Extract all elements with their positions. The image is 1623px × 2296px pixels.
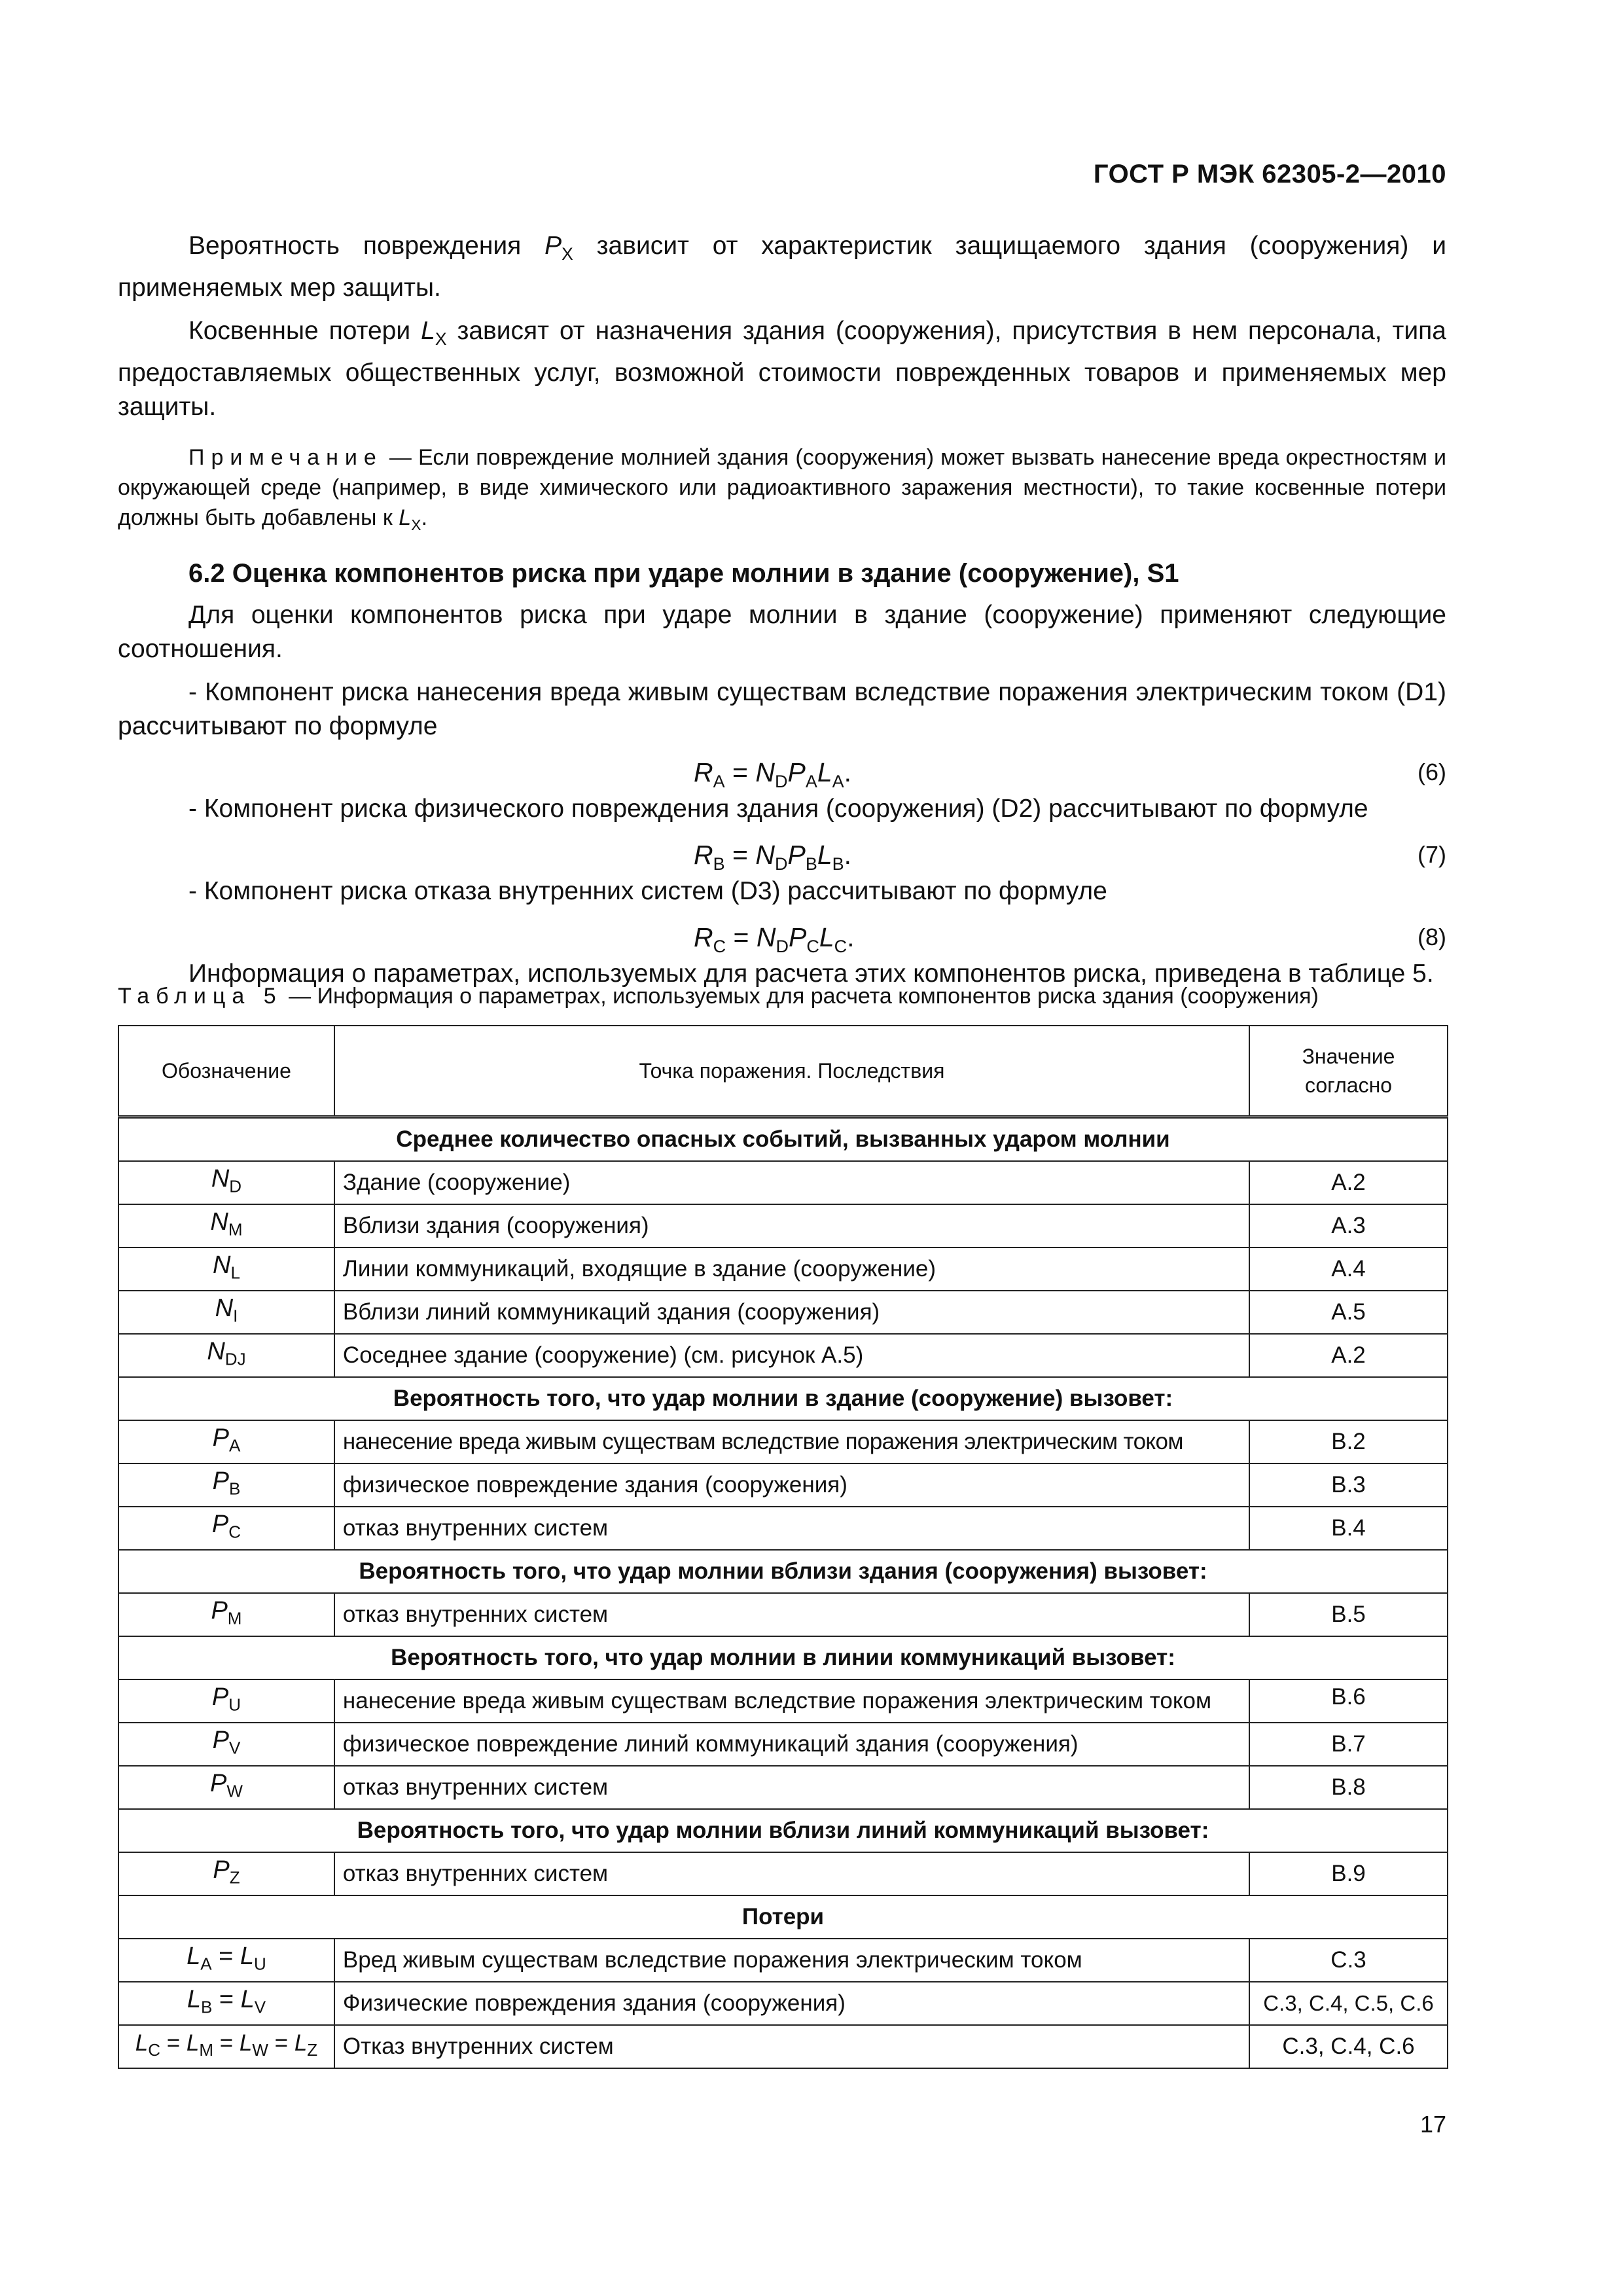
row-reference: A.5 [1249, 1291, 1448, 1334]
row-reference: C.3, C.4, C.6 [1249, 2025, 1448, 2068]
table-row [118, 1939, 1448, 1982]
table-row [118, 1679, 1448, 1723]
formula-8 [118, 918, 1446, 957]
table-row [118, 1593, 1448, 1636]
row-reference: C.3, C.4, C.5, C.6 [1249, 1982, 1448, 2025]
table-row [118, 1852, 1448, 1895]
list-item-d3: - Компонент риска отказа внутренних систем (D3) рассчитывают по формуле [188, 877, 1107, 906]
list-item-d2: - Компонент риска физического повреждения здания (сооружения) (D2) рассчитывают по формуле [188, 795, 1368, 823]
row-description: Физические повреждения здания (сооружения) [334, 1982, 1249, 2025]
list-item-d1: - Компонент риска нанесения вреда живым существам вследствие поражения электрическим током (D1) рассчитывают по формуле [118, 678, 1446, 741]
row-symbol: $N_D$ [118, 1161, 334, 1204]
header-designation: Обозначение [118, 1026, 334, 1117]
section-title: 6.2 Оценка компонентов риска при ударе молнии в здание (сооружение), S1 [188, 559, 1179, 588]
table-row [118, 1204, 1448, 1247]
row-reference: B.5 [1249, 1593, 1448, 1636]
formula-expression: $R_A = N_DP_AL_A$. [694, 757, 852, 792]
row-reference: A.3 [1249, 1204, 1448, 1247]
row-symbol: $N_L$ [118, 1247, 334, 1291]
table-row [118, 1507, 1448, 1550]
table-group-row: Вероятность того, что удар молнии вблизи линий коммуникаций вызовет: [118, 1809, 1448, 1852]
row-description: Вблизи линий коммуникаций здания (сооружения) [334, 1291, 1249, 1334]
row-symbol: $N_I$ [118, 1291, 334, 1334]
var-px: $P_X$ [544, 232, 573, 264]
note: Примечание — Если повреждение молнией здания (сооружения) может вызвать нанесение вреда окрестностям и окружающей среде (например, в виде химического или радиоактивного заражения местности), то такие косвенные потери должны быть добавлены к $L_X$. [118, 444, 1446, 533]
row-reference: B.6 [1249, 1679, 1448, 1723]
table-row [118, 1334, 1448, 1377]
table-row [118, 1161, 1448, 1204]
row-description: отказ внутренних систем [334, 1852, 1249, 1895]
row-description: отказ внутренних систем [334, 1507, 1249, 1550]
paragraph-px: Вероятность повреждения $P_X$ зависит от характеристик защищаемого здания (сооружения) и применяемых мер защиты. [118, 232, 1446, 302]
table-group-row: Потери [118, 1895, 1448, 1939]
table-row [118, 1291, 1448, 1334]
table-row [118, 2025, 1448, 2068]
table-row [118, 1420, 1448, 1463]
row-description: физическое повреждение здания (сооружения) [334, 1463, 1249, 1507]
row-reference: A.2 [1249, 1334, 1448, 1377]
row-reference: B.2 [1249, 1420, 1448, 1463]
row-symbol: $N_{DJ}$ [118, 1334, 334, 1377]
row-symbol: $P_U$ [118, 1679, 334, 1723]
row-reference: A.4 [1249, 1247, 1448, 1291]
row-symbol: $L_C = L_M = L_W = L_Z$ [118, 2025, 334, 2068]
formula-expression: $R_C = N_DP_CL_C$. [694, 922, 855, 957]
row-symbol: $P_M$ [118, 1593, 334, 1636]
row-symbol: $P_W$ [118, 1766, 334, 1809]
section-outro: Информация о параметрах, используемых для расчета этих компонентов риска, приведена в таблице 5. [188, 960, 1434, 988]
row-symbol: $N_M$ [118, 1204, 334, 1247]
row-reference: B.8 [1249, 1766, 1448, 1809]
formula-6 [118, 753, 1446, 792]
formula-number: (8) [1418, 924, 1446, 951]
row-symbol: $P_C$ [118, 1507, 334, 1550]
table-caption: Таблица 5 — Информация о параметрах, используемых для расчета компонентов риска здания (сооружения) [118, 984, 1319, 1009]
var-lx: $L_X$ [421, 316, 447, 349]
page-number: 17 [1419, 2111, 1446, 2138]
table-row [118, 1463, 1448, 1507]
row-description: физическое повреждение линий коммуникаций здания (сооружения) [334, 1723, 1249, 1766]
paragraph-lx: Косвенные потери $L_X$ зависят от назначения здания (сооружения), присутствия в нем персонала, типа предоставляемых общественных услуг, возможной стоимости поврежденных товаров и применяемых мер защиты. [118, 316, 1446, 421]
note-label: Примечание [188, 444, 383, 470]
row-description: отказ внутренних систем [334, 1593, 1249, 1636]
header-value: Значение согласно [1249, 1026, 1448, 1117]
row-symbol: $P_V$ [118, 1723, 334, 1766]
row-reference: C.3 [1249, 1939, 1448, 1982]
row-description: отказ внутренних систем [334, 1766, 1249, 1809]
formula-expression: $R_B = N_DP_BL_B$. [694, 840, 852, 874]
row-reference: A.2 [1249, 1161, 1448, 1204]
table-header-row [118, 1026, 1448, 1117]
document-code-header: ГОСТ Р МЭК 62305-2—2010 [1093, 160, 1446, 188]
row-reference: B.9 [1249, 1852, 1448, 1895]
table-group-row: Вероятность того, что удар молнии вблизи здания (сооружения) вызовет: [118, 1550, 1448, 1593]
row-description: Здание (сооружение) [334, 1161, 1249, 1204]
formula-number: (6) [1418, 759, 1446, 786]
row-description: Вблизи здания (сооружения) [334, 1204, 1249, 1247]
row-reference: B.7 [1249, 1723, 1448, 1766]
row-reference: B.4 [1249, 1507, 1448, 1550]
table-row [118, 1982, 1448, 2025]
row-reference: B.3 [1249, 1463, 1448, 1507]
table-group-row: Вероятность того, что удар молнии в здание (сооружение) вызовет: [118, 1377, 1448, 1420]
formula-number: (7) [1418, 841, 1446, 869]
row-symbol: $P_Z$ [118, 1852, 334, 1895]
row-description: нанесение вреда живым существам вследствие поражения электрическим током [334, 1420, 1249, 1463]
parameters-table [118, 1025, 1448, 2069]
row-description: Отказ внутренних систем [334, 2025, 1249, 2068]
row-description: Линии коммуникаций, входящие в здание (сооружение) [334, 1247, 1249, 1291]
table-row [118, 1723, 1448, 1766]
row-symbol: $P_B$ [118, 1463, 334, 1507]
row-description: нанесение вреда живым существам вследствие поражения электрическим током [334, 1679, 1249, 1723]
row-symbol: $L_B = L_V$ [118, 1982, 334, 2025]
row-symbol: $L_A = L_U$ [118, 1939, 334, 1982]
row-symbol: $P_A$ [118, 1420, 334, 1463]
section-intro: Для оценки компонентов риска при ударе молнии в здание (сооружение) применяют следующие соотношения. [118, 601, 1446, 664]
main-content [118, 229, 1446, 1000]
table-row [118, 1766, 1448, 1809]
table-row [118, 1247, 1448, 1291]
table-group-row: Вероятность того, что удар молнии в линии коммуникаций вызовет: [118, 1636, 1448, 1679]
row-description: Соседнее здание (сооружение) (см. рисунок А.5) [334, 1334, 1249, 1377]
row-description: Вред живым существам вследствие поражения электрическим током [334, 1939, 1249, 1982]
var-lx-note: $L_X$ [399, 505, 421, 533]
formula-7 [118, 835, 1446, 874]
table-group-row: Среднее количество опасных событий, вызванных ударом молнии [118, 1117, 1448, 1162]
header-point: Точка поражения. Последствия [334, 1026, 1249, 1117]
